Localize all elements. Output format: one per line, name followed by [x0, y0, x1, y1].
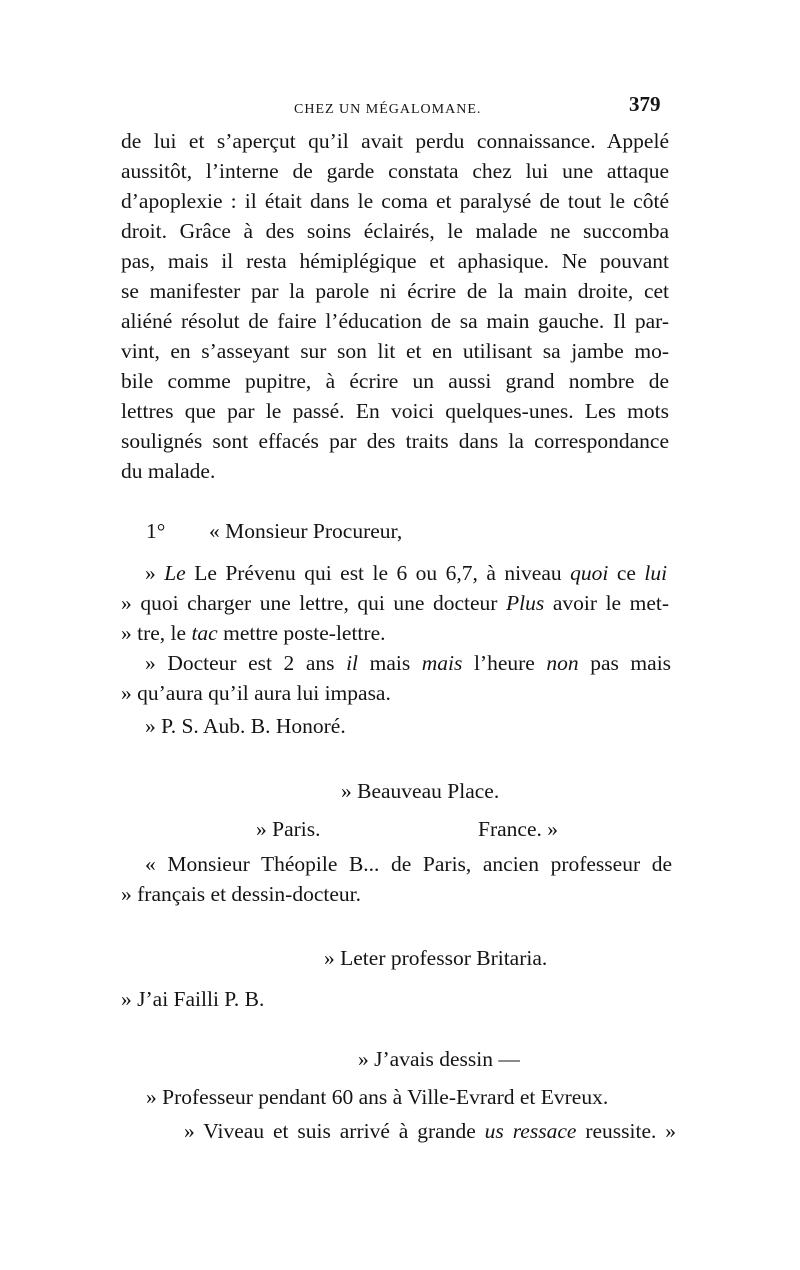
paragraph-line: aliéné résolut de faire l’éducation de sa main gauche. Il par-: [121, 309, 669, 333]
paragraph-line: pas, mais il resta hémiplégique et aphasique. Ne pouvant: [121, 249, 669, 273]
letter-line: » J’avais dessin —: [358, 1047, 520, 1071]
paragraph-line: lettres que par le passé. En voici quelques-unes. Les mots: [121, 399, 669, 423]
paragraph-line: de lui et s’aperçut qu’il avait perdu connaissance. Appelé: [121, 129, 669, 153]
letter-number: 1°: [146, 519, 166, 543]
letter-line: » Professeur pendant 60 ans à Ville-Evrard et Evreux.: [146, 1085, 609, 1109]
letter-line: » J’ai Failli P. B.: [121, 987, 265, 1011]
letter-line: « Monsieur Théopile B... de Paris, ancien professeur de: [145, 852, 672, 876]
letter-address-country: France. »: [478, 817, 558, 841]
letter-line: » qu’aura qu’il aura lui impasa.: [121, 681, 391, 705]
letter-line: » quoi charger une lettre, qui une docteur Plus avoir le met-: [121, 591, 670, 615]
letter-line: » Leter professor Britaria.: [324, 946, 548, 970]
letter-address-city: » Paris.: [256, 817, 321, 841]
paragraph-line: du malade.: [121, 459, 216, 483]
letter-salutation: « Monsieur Procureur,: [209, 519, 403, 543]
letter-postscript: » P. S. Aub. B. Honoré.: [145, 714, 346, 738]
letter-line: » Viveau et suis arrivé à grande us ressace reussite. »: [184, 1119, 677, 1143]
paragraph-line: d’apoplexie : il était dans le coma et paralysé de tout le côté: [121, 189, 669, 213]
paragraph-line: vint, en s’asseyant sur son lit et en utilisant sa jambe mo-: [121, 339, 669, 363]
page-number: 379: [629, 92, 661, 116]
paragraph-line: se manifester par la parole ni écrire de la main droite, cet: [121, 279, 669, 303]
letter-address: » Beauveau Place.: [341, 779, 500, 803]
letter-line: » Docteur est 2 ans il mais mais l’heure non pas mais: [145, 651, 672, 675]
letter-line: » français et dessin-docteur.: [121, 882, 361, 906]
paragraph-line: droit. Grâce à des soins éclairés, le malade ne succomba: [121, 219, 669, 243]
running-title: CHEZ UN MÉGALOMANE.: [294, 102, 482, 117]
paragraph-line: soulignés sont effacés par des traits dans la correspondance: [121, 429, 669, 453]
paragraph-line: bile comme pupitre, à écrire un aussi grand nombre de: [121, 369, 669, 393]
paragraph-line: aussitôt, l’interne de garde constata chez lui une attaque: [121, 159, 669, 183]
letter-line: » tre, le tac mettre poste-lettre.: [121, 621, 386, 645]
letter-line: » Le Le Prévenu qui est le 6 ou 6,7, à niveau quoi ce lui: [145, 561, 668, 585]
